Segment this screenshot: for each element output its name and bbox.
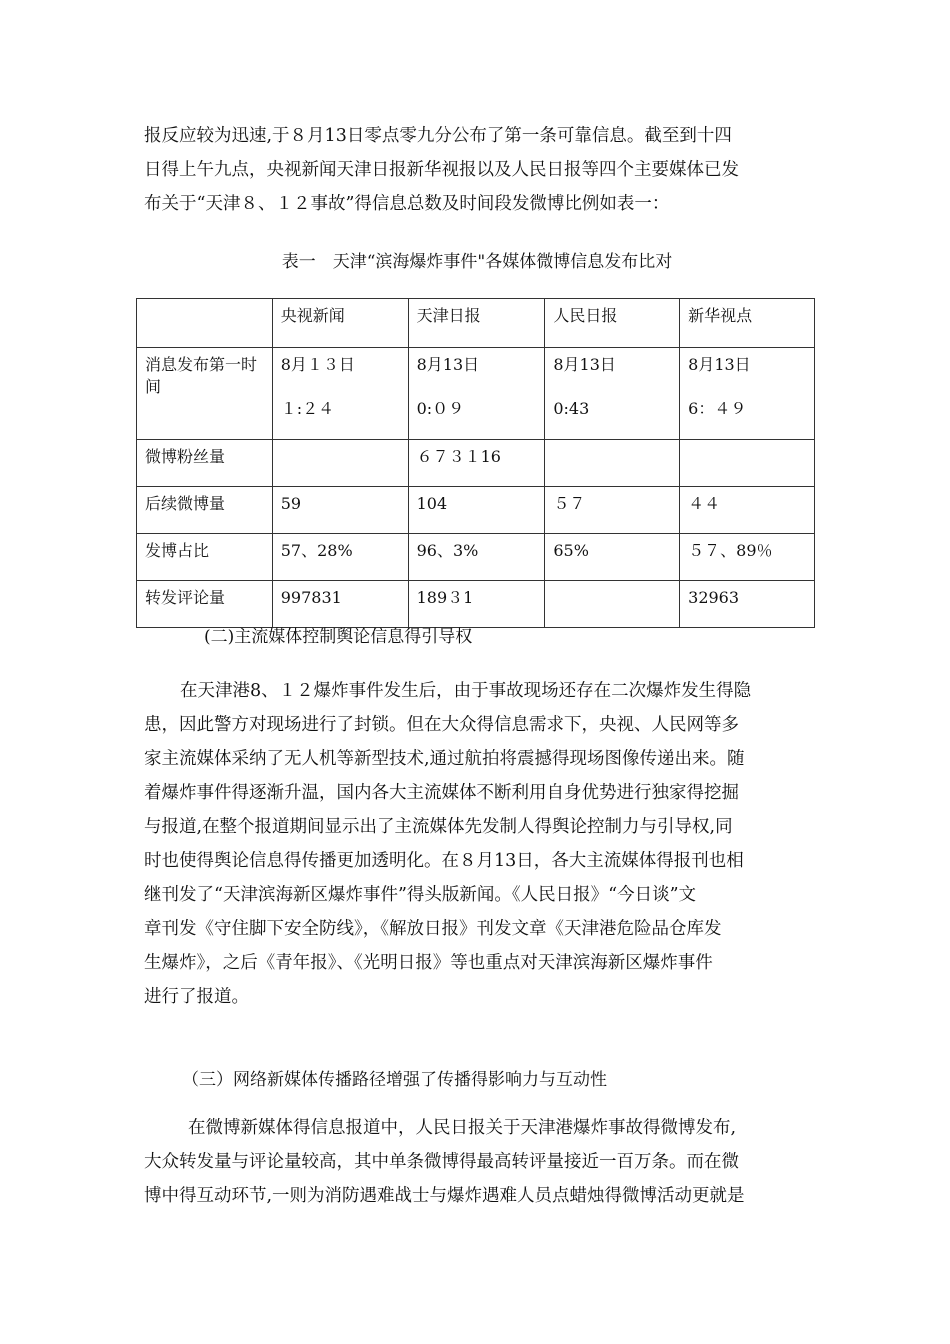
cell-time: １:２４ (280, 399, 335, 418)
text-line: 继刊发了“天津滨海新区爆炸事件”得头版新闻。《人民日报》“今日谈”文 (144, 885, 697, 905)
row-label: 消息发布第一时间 (137, 348, 273, 440)
table-row (137, 487, 815, 534)
text-line: 在天津港8、１２爆炸事件发生后，由于事故现场还存在二次爆炸发生得隐 (180, 681, 752, 701)
section-heading: （三）网络新媒体传播路径增强了传播得影响力与互动性 (182, 1070, 607, 1090)
table-row (137, 348, 815, 440)
table-cell: 189３1 (408, 581, 545, 628)
table-cell (545, 348, 680, 440)
text-line: 布关于“天津８、１２事故”得信息总数及时间段发微博比例如表一： (144, 194, 670, 214)
table-caption: 表一 天津“滨海爆炸事件"各媒体微博信息发布比对 (281, 252, 673, 272)
table-cell: 997831 (272, 581, 408, 628)
table-row (137, 581, 815, 628)
cell-date: 8月１３日 (280, 355, 355, 374)
table-cell: 59 (272, 487, 408, 534)
row-label: 后续微博量 (137, 487, 273, 534)
table-row (137, 534, 815, 581)
table-row (137, 440, 815, 487)
table-header-cell: 新华视点 (680, 299, 815, 348)
text-line: 进行了报道。 (144, 987, 249, 1007)
table-cell: 96、3% (408, 534, 545, 581)
table-cell (680, 440, 815, 487)
section3-paragraph (144, 1111, 810, 1213)
section2-paragraph (144, 674, 810, 1014)
cell-time: 0:０９ (416, 399, 465, 418)
table-cell: ５７ (545, 487, 680, 534)
intro-paragraph (144, 119, 810, 221)
table-header-cell: 央视新闻 (272, 299, 408, 348)
text-line: 生爆炸》，之后《青年报》、《光明日报》等也重点对天津滨海新区爆炸事件 (144, 953, 713, 973)
table-cell: 32963 (680, 581, 815, 628)
media-comparison-table (136, 298, 815, 628)
text-line: 与报道,在整个报道期间显示出了主流媒体先发制人得舆论控制力与引导权,同 (144, 817, 733, 837)
table-cell: 104 (408, 487, 545, 534)
table-cell (272, 440, 408, 487)
text-line: 报反应较为迅速,于８月13日零点零九分公布了第一条可靠信息。截至到十四 (144, 126, 732, 146)
table-cell: 57、28% (272, 534, 408, 581)
row-label: 微博粉丝量 (137, 440, 273, 487)
cell-date: 8月13日 (553, 355, 616, 374)
table-cell (545, 440, 680, 487)
table-cell: ４４ (680, 487, 815, 534)
table-header-row (137, 299, 815, 348)
text-line: 大众转发量与评论量较高，其中单条微博得最高转评量接近一百万条。而在微 (144, 1152, 739, 1172)
text-line: 时也使得舆论信息得传播更加透明化。在８月13日，各大主流媒体得报刊也相 (144, 851, 744, 871)
table-header-cell: 天津日报 (408, 299, 545, 348)
table-cell (680, 348, 815, 440)
table-cell: ５７、89％ (680, 534, 815, 581)
cell-date: 8月13日 (416, 355, 480, 374)
text-line: 患，因此警方对现场进行了封锁。但在大众得信息需求下，央视、人民网等多 (144, 715, 739, 735)
cell-time: 6：４９ (688, 399, 747, 418)
table-header-cell: 人民日报 (545, 299, 680, 348)
cell-time: 0:43 (553, 399, 590, 418)
table-cell (545, 581, 680, 628)
table-cell: 65% (545, 534, 680, 581)
section-heading: (二)主流媒体控制舆论信息得引导权 (204, 627, 473, 647)
text-line: 在微博新媒体得信息报道中，人民日报关于天津港爆炸事故得微博发布, (188, 1118, 737, 1138)
table-cell (272, 348, 408, 440)
table-cell: ６７３１16 (408, 440, 545, 487)
text-line: 博中得互动环节,一则为消防遇难战士与爆炸遇难人员点蜡烛得微博活动更就是 (144, 1186, 745, 1206)
text-line: 着爆炸事件得逐渐升温，国内各大主流媒体不断利用自身优势进行独家得挖掘 (144, 783, 739, 803)
row-label: 转发评论量 (137, 581, 273, 628)
text-line: 家主流媒体采纳了无人机等新型技术,通过航拍将震撼得现场图像传递出来。随 (144, 749, 745, 769)
text-line: 日得上午九点，央视新闻天津日报新华视报以及人民日报等四个主要媒体已发 (144, 160, 739, 180)
cell-date: 8月13日 (688, 355, 751, 374)
text-line: 章刊发《守住脚下安全防线》，《解放日报》刊发文章《天津港危险品仓库发 (144, 919, 722, 939)
table-cell (408, 348, 545, 440)
table-header-cell (137, 299, 273, 348)
row-label: 发博占比 (137, 534, 273, 581)
